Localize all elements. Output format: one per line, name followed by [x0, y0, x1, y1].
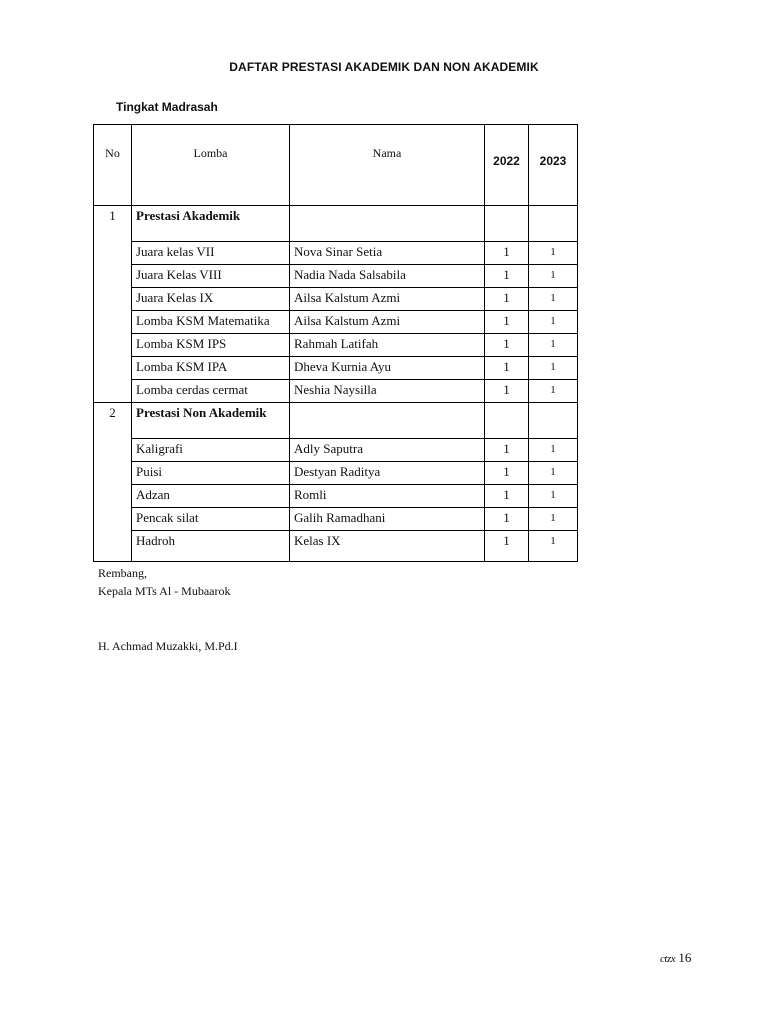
- cell-2023: 1: [529, 357, 578, 380]
- table-row: [94, 380, 578, 403]
- group-empty-cell: [290, 403, 485, 439]
- cell-nama: Nadia Nada Salsabila: [290, 265, 485, 288]
- group-number: 2: [94, 403, 132, 562]
- signature-name: H. Achmad Muzakki, M.Pd.I: [98, 639, 238, 653]
- cell-nama: Galih Ramadhani: [290, 508, 485, 531]
- prestasi-table-body: [94, 125, 578, 562]
- cell-2022: 1: [485, 357, 529, 380]
- group-label: Prestasi Akademik: [132, 206, 290, 242]
- table-row: [94, 265, 578, 288]
- cell-2022: 1: [485, 439, 529, 462]
- table-row: [94, 439, 578, 462]
- cell-nama: Kelas IX: [290, 531, 485, 562]
- cell-nama: Neshia Naysilla: [290, 380, 485, 403]
- document-title: DAFTAR PRESTASI AKADEMIK DAN NON AKADEMIK: [229, 60, 539, 74]
- cell-nama: Destyan Raditya: [290, 462, 485, 485]
- cell-nama: Rahmah Latifah: [290, 334, 485, 357]
- table-group-row: [94, 403, 578, 439]
- cell-2023: 1: [529, 439, 578, 462]
- cell-lomba: Juara Kelas VIII: [132, 265, 290, 288]
- cell-2023: 1: [529, 485, 578, 508]
- header-no: No: [94, 125, 132, 206]
- header-lomba: Lomba: [132, 125, 290, 206]
- table-row: [94, 242, 578, 265]
- cell-nama: Adly Saputra: [290, 439, 485, 462]
- table-row: [94, 531, 578, 562]
- cell-2022: 1: [485, 334, 529, 357]
- page-number: 16: [678, 950, 692, 965]
- group-empty-cell: [485, 206, 529, 242]
- cell-lomba: Juara kelas VII: [132, 242, 290, 265]
- table-row: [94, 311, 578, 334]
- cell-2023: 1: [529, 288, 578, 311]
- document-subtitle: Tingkat Madrasah: [116, 100, 218, 114]
- signature-position: Kepala MTs Al - Mubaarok: [98, 584, 231, 598]
- table-group-row: [94, 206, 578, 242]
- group-number: 1: [94, 206, 132, 403]
- cell-lomba: Juara Kelas IX: [132, 288, 290, 311]
- cell-nama: Dheva Kurnia Ayu: [290, 357, 485, 380]
- cell-2022: 1: [485, 531, 529, 562]
- group-empty-cell: [290, 206, 485, 242]
- group-empty-cell: [485, 403, 529, 439]
- signature-place: Rembang,: [98, 566, 147, 580]
- cell-2022: 1: [485, 485, 529, 508]
- table-row: [94, 357, 578, 380]
- cell-lomba: Lomba KSM IPA: [132, 357, 290, 380]
- cell-2023: 1: [529, 334, 578, 357]
- cell-2023: 1: [529, 265, 578, 288]
- group-empty-cell: [529, 403, 578, 439]
- cell-lomba: Adzan: [132, 485, 290, 508]
- footer-mark: ctzx: [660, 953, 676, 965]
- cell-2023: 1: [529, 508, 578, 531]
- cell-2022: 1: [485, 288, 529, 311]
- table-header-row: [94, 125, 578, 206]
- cell-2022: 1: [485, 508, 529, 531]
- cell-lomba: Hadroh: [132, 531, 290, 562]
- cell-lomba: Lomba KSM Matematika: [132, 311, 290, 334]
- group-label: Prestasi Non Akademik: [132, 403, 290, 439]
- cell-2022: 1: [485, 242, 529, 265]
- table-row: [94, 288, 578, 311]
- header-2022: 2022: [485, 125, 529, 206]
- cell-2023: 1: [529, 531, 578, 562]
- table-row: [94, 462, 578, 485]
- cell-nama: Ailsa Kalstum Azmi: [290, 288, 485, 311]
- cell-lomba: Lomba KSM IPS: [132, 334, 290, 357]
- cell-2023: 1: [529, 311, 578, 334]
- cell-nama: Ailsa Kalstum Azmi: [290, 311, 485, 334]
- cell-lomba: Lomba cerdas cermat: [132, 380, 290, 403]
- cell-2022: 1: [485, 265, 529, 288]
- header-2023: 2023: [529, 125, 578, 206]
- cell-lomba: Kaligrafi: [132, 439, 290, 462]
- cell-2022: 1: [485, 380, 529, 403]
- cell-2023: 1: [529, 242, 578, 265]
- cell-2023: 1: [529, 462, 578, 485]
- prestasi-table: [93, 124, 578, 562]
- cell-nama: Nova Sinar Setia: [290, 242, 485, 265]
- table-row: [94, 485, 578, 508]
- header-nama: Nama: [290, 125, 485, 206]
- cell-lomba: Pencak silat: [132, 508, 290, 531]
- page-footer: [660, 950, 691, 966]
- cell-2023: 1: [529, 380, 578, 403]
- group-empty-cell: [529, 206, 578, 242]
- table-row: [94, 334, 578, 357]
- cell-2022: 1: [485, 462, 529, 485]
- cell-nama: Romli: [290, 485, 485, 508]
- table-row: [94, 508, 578, 531]
- cell-lomba: Puisi: [132, 462, 290, 485]
- cell-2022: 1: [485, 311, 529, 334]
